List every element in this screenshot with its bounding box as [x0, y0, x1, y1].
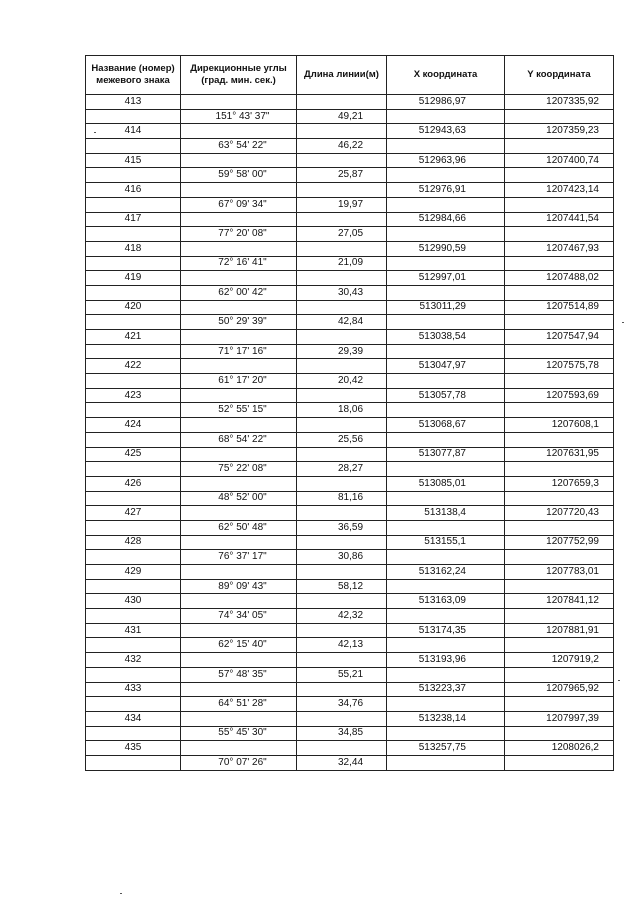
table-row-segment: [86, 667, 614, 682]
empty-cell: [387, 227, 505, 242]
x-coordinate-cell: 513068,67: [387, 418, 505, 433]
empty-cell: [86, 550, 181, 565]
table-row-segment: [86, 579, 614, 594]
header-x: X координата: [387, 56, 505, 95]
line-length-cell: 55,21: [297, 667, 387, 682]
empty-cell: [86, 697, 181, 712]
y-coordinate-cell: 1207841,12: [505, 594, 614, 609]
x-coordinate-cell: 513223,37: [387, 682, 505, 697]
empty-cell: [297, 682, 387, 697]
empty-cell: [387, 579, 505, 594]
empty-cell: [86, 462, 181, 477]
direction-angle-cell: 74° 34' 05": [181, 609, 297, 624]
empty-cell: [387, 168, 505, 183]
point-name-cell: 432: [86, 653, 181, 668]
direction-angle-cell: 151° 43' 37": [181, 109, 297, 124]
table-row-segment: [86, 638, 614, 653]
direction-angle-cell: 62° 50' 48": [181, 520, 297, 535]
empty-cell: [181, 388, 297, 403]
x-coordinate-cell: 513163,09: [387, 594, 505, 609]
empty-cell: [181, 506, 297, 521]
empty-cell: [181, 711, 297, 726]
empty-cell: [86, 344, 181, 359]
empty-cell: [505, 609, 614, 624]
empty-cell: [297, 300, 387, 315]
empty-cell: [86, 520, 181, 535]
empty-cell: [181, 153, 297, 168]
empty-cell: [86, 139, 181, 154]
y-coordinate-cell: 1207441,54: [505, 212, 614, 227]
empty-cell: [297, 330, 387, 345]
y-coordinate-cell: 1207997,39: [505, 711, 614, 726]
y-coordinate-cell: 1207919,2: [505, 653, 614, 668]
table-row-point: [86, 95, 614, 110]
direction-angle-cell: 76° 37' 17": [181, 550, 297, 565]
line-length-cell: 34,76: [297, 697, 387, 712]
point-name-cell: 429: [86, 565, 181, 580]
empty-cell: [86, 109, 181, 124]
y-coordinate-cell: 1207423,14: [505, 183, 614, 198]
point-name-cell: 422: [86, 359, 181, 374]
empty-cell: [505, 168, 614, 183]
header-name: Название (номер) межевого знака: [86, 56, 181, 95]
point-name-cell: 420: [86, 300, 181, 315]
empty-cell: [505, 638, 614, 653]
empty-cell: [387, 197, 505, 212]
direction-angle-cell: 57° 48' 35": [181, 667, 297, 682]
empty-cell: [505, 374, 614, 389]
empty-cell: [297, 153, 387, 168]
direction-angle-cell: 62° 00' 42": [181, 285, 297, 300]
empty-cell: [181, 95, 297, 110]
empty-cell: [181, 741, 297, 756]
empty-cell: [387, 256, 505, 271]
empty-cell: [387, 520, 505, 535]
empty-cell: [86, 579, 181, 594]
direction-angle-cell: 67° 09' 34": [181, 197, 297, 212]
table-row-point: [86, 271, 614, 286]
scan-speck: [622, 322, 624, 323]
point-name-cell: 424: [86, 418, 181, 433]
y-coordinate-cell: 1207659,3: [505, 476, 614, 491]
table-row-point: [86, 682, 614, 697]
empty-cell: [387, 109, 505, 124]
empty-cell: [297, 653, 387, 668]
table-row-segment: [86, 139, 614, 154]
table-row-point: [86, 741, 614, 756]
header-length: Длина линии(м): [297, 56, 387, 95]
y-coordinate-cell: 1207752,99: [505, 535, 614, 550]
direction-angle-cell: 72° 16' 41": [181, 256, 297, 271]
table-row-segment: [86, 285, 614, 300]
x-coordinate-cell: 512963,96: [387, 153, 505, 168]
table-row-segment: [86, 315, 614, 330]
empty-cell: [297, 241, 387, 256]
empty-cell: [505, 432, 614, 447]
empty-cell: [505, 520, 614, 535]
table-row-segment: [86, 609, 614, 624]
table-row-segment: [86, 462, 614, 477]
y-coordinate-cell: 1207720,43: [505, 506, 614, 521]
table-row-segment: [86, 374, 614, 389]
empty-cell: [181, 183, 297, 198]
line-length-cell: 32,44: [297, 755, 387, 770]
empty-cell: [387, 403, 505, 418]
empty-cell: [387, 462, 505, 477]
x-coordinate-cell: 513077,87: [387, 447, 505, 462]
empty-cell: [505, 344, 614, 359]
x-coordinate-cell: 512986,97: [387, 95, 505, 110]
line-length-cell: 81,16: [297, 491, 387, 506]
direction-angle-cell: 52° 55' 15": [181, 403, 297, 418]
table-row-segment: [86, 491, 614, 506]
empty-cell: [387, 139, 505, 154]
x-coordinate-cell: 512990,59: [387, 241, 505, 256]
point-name-cell: 413: [86, 95, 181, 110]
table-row-segment: [86, 197, 614, 212]
empty-cell: [505, 726, 614, 741]
empty-cell: [181, 330, 297, 345]
empty-cell: [86, 755, 181, 770]
empty-cell: [86, 432, 181, 447]
empty-cell: [505, 667, 614, 682]
empty-cell: [387, 550, 505, 565]
empty-cell: [86, 197, 181, 212]
line-length-cell: 58,12: [297, 579, 387, 594]
x-coordinate-cell: 512976,91: [387, 183, 505, 198]
point-name-cell: 418: [86, 241, 181, 256]
x-coordinate-cell: 513257,75: [387, 741, 505, 756]
empty-cell: [387, 638, 505, 653]
empty-cell: [387, 432, 505, 447]
empty-cell: [86, 726, 181, 741]
line-length-cell: 19,97: [297, 197, 387, 212]
table-row-point: [86, 506, 614, 521]
table-row-point: [86, 330, 614, 345]
table-row-point: [86, 476, 614, 491]
empty-cell: [297, 271, 387, 286]
y-coordinate-cell: 1208026,2: [505, 741, 614, 756]
line-length-cell: 25,56: [297, 432, 387, 447]
line-length-cell: 36,59: [297, 520, 387, 535]
empty-cell: [86, 403, 181, 418]
header-y: Y координата: [505, 56, 614, 95]
table-row-point: [86, 183, 614, 198]
empty-cell: [181, 271, 297, 286]
boundary-coordinates-table: [85, 55, 614, 771]
y-coordinate-cell: 1207575,78: [505, 359, 614, 374]
y-coordinate-cell: 1207631,95: [505, 447, 614, 462]
table-row-segment: [86, 109, 614, 124]
empty-cell: [505, 197, 614, 212]
y-coordinate-cell: 1207400,74: [505, 153, 614, 168]
direction-angle-cell: 71° 17' 16": [181, 344, 297, 359]
point-name-cell: 415: [86, 153, 181, 168]
line-length-cell: 42,32: [297, 609, 387, 624]
line-length-cell: 30,86: [297, 550, 387, 565]
table-row-segment: [86, 755, 614, 770]
empty-cell: [505, 579, 614, 594]
table-row-point: [86, 124, 614, 139]
point-name-cell: 431: [86, 623, 181, 638]
table-row-segment: [86, 344, 614, 359]
point-name-cell: 426: [86, 476, 181, 491]
empty-cell: [181, 535, 297, 550]
empty-cell: [505, 109, 614, 124]
empty-cell: [387, 609, 505, 624]
y-coordinate-cell: 1207488,02: [505, 271, 614, 286]
line-length-cell: 46,22: [297, 139, 387, 154]
empty-cell: [387, 726, 505, 741]
y-coordinate-cell: 1207593,69: [505, 388, 614, 403]
line-length-cell: 42,84: [297, 315, 387, 330]
point-name-cell: 430: [86, 594, 181, 609]
x-coordinate-cell: 513047,97: [387, 359, 505, 374]
x-coordinate-cell: 512984,66: [387, 212, 505, 227]
empty-cell: [297, 183, 387, 198]
direction-angle-cell: 48° 52' 00": [181, 491, 297, 506]
direction-angle-cell: 59° 58' 00": [181, 168, 297, 183]
empty-cell: [387, 697, 505, 712]
point-name-cell: 417: [86, 212, 181, 227]
empty-cell: [297, 741, 387, 756]
line-length-cell: 28,27: [297, 462, 387, 477]
empty-cell: [181, 241, 297, 256]
table-body: [86, 95, 614, 771]
empty-cell: [505, 462, 614, 477]
empty-cell: [387, 285, 505, 300]
table-row-segment: [86, 256, 614, 271]
empty-cell: [297, 124, 387, 139]
table-row-point: [86, 711, 614, 726]
table-row-segment: [86, 520, 614, 535]
empty-cell: [297, 535, 387, 550]
table-row-point: [86, 447, 614, 462]
empty-cell: [181, 359, 297, 374]
table-row-segment: [86, 550, 614, 565]
empty-cell: [505, 227, 614, 242]
empty-cell: [505, 285, 614, 300]
table-row-point: [86, 241, 614, 256]
y-coordinate-cell: 1207608,1: [505, 418, 614, 433]
direction-angle-cell: 70° 07' 26": [181, 755, 297, 770]
y-coordinate-cell: 1207514,89: [505, 300, 614, 315]
direction-angle-cell: 64° 51' 28": [181, 697, 297, 712]
empty-cell: [297, 476, 387, 491]
y-coordinate-cell: 1207467,93: [505, 241, 614, 256]
line-length-cell: 27,05: [297, 227, 387, 242]
table-row-segment: [86, 168, 614, 183]
empty-cell: [297, 418, 387, 433]
empty-cell: [297, 359, 387, 374]
scan-speck: [120, 893, 122, 894]
line-length-cell: 18,06: [297, 403, 387, 418]
empty-cell: [86, 285, 181, 300]
y-coordinate-cell: 1207965,92: [505, 682, 614, 697]
direction-angle-cell: 68° 54' 22": [181, 432, 297, 447]
point-name-cell: 427: [86, 506, 181, 521]
empty-cell: [86, 227, 181, 242]
table-row-segment: [86, 432, 614, 447]
x-coordinate-cell: 513155,1: [387, 535, 505, 550]
empty-cell: [86, 491, 181, 506]
line-length-cell: 30,43: [297, 285, 387, 300]
empty-cell: [181, 418, 297, 433]
empty-cell: [297, 95, 387, 110]
table-row-point: [86, 359, 614, 374]
x-coordinate-cell: 513138,4: [387, 506, 505, 521]
direction-angle-cell: 61° 17' 20": [181, 374, 297, 389]
empty-cell: [505, 139, 614, 154]
x-coordinate-cell: 513162,24: [387, 565, 505, 580]
table-row-point: [86, 300, 614, 315]
x-coordinate-cell: 513038,54: [387, 330, 505, 345]
empty-cell: [86, 374, 181, 389]
point-name-cell: 433: [86, 682, 181, 697]
direction-angle-cell: 75° 22' 08": [181, 462, 297, 477]
empty-cell: [297, 565, 387, 580]
x-coordinate-cell: 513085,01: [387, 476, 505, 491]
table-row-segment: [86, 726, 614, 741]
line-length-cell: 25,87: [297, 168, 387, 183]
y-coordinate-cell: 1207783,01: [505, 565, 614, 580]
empty-cell: [181, 594, 297, 609]
table-row-point: [86, 565, 614, 580]
empty-cell: [505, 550, 614, 565]
direction-angle-cell: 77° 20' 08": [181, 227, 297, 242]
y-coordinate-cell: 1207881,91: [505, 623, 614, 638]
point-name-cell: 416: [86, 183, 181, 198]
point-name-cell: 428: [86, 535, 181, 550]
point-name-cell: 421: [86, 330, 181, 345]
empty-cell: [86, 168, 181, 183]
scan-speck: [618, 680, 620, 681]
point-name-cell: 419: [86, 271, 181, 286]
empty-cell: [505, 256, 614, 271]
x-coordinate-cell: 513011,29: [387, 300, 505, 315]
line-length-cell: 49,21: [297, 109, 387, 124]
empty-cell: [86, 667, 181, 682]
empty-cell: [181, 653, 297, 668]
table-row-point: [86, 153, 614, 168]
point-name-cell: 434: [86, 711, 181, 726]
empty-cell: [387, 374, 505, 389]
empty-cell: [86, 256, 181, 271]
y-coordinate-cell: 1207547,94: [505, 330, 614, 345]
x-coordinate-cell: 513057,78: [387, 388, 505, 403]
table-row-point: [86, 535, 614, 550]
empty-cell: [297, 623, 387, 638]
table-row-point: [86, 212, 614, 227]
y-coordinate-cell: 1207359,23: [505, 124, 614, 139]
direction-angle-cell: 63° 54' 22": [181, 139, 297, 154]
empty-cell: [297, 711, 387, 726]
empty-cell: [86, 315, 181, 330]
header-angle: Дирекционные углы (град. мин. сек.): [181, 56, 297, 95]
line-length-cell: 20,42: [297, 374, 387, 389]
line-length-cell: 29,39: [297, 344, 387, 359]
direction-angle-cell: 55° 45' 30": [181, 726, 297, 741]
empty-cell: [297, 594, 387, 609]
empty-cell: [505, 755, 614, 770]
empty-cell: [387, 667, 505, 682]
empty-cell: [181, 124, 297, 139]
empty-cell: [181, 212, 297, 227]
x-coordinate-cell: 513193,96: [387, 653, 505, 668]
table-row-segment: [86, 403, 614, 418]
empty-cell: [387, 344, 505, 359]
empty-cell: [86, 609, 181, 624]
empty-cell: [86, 638, 181, 653]
table-row-point: [86, 418, 614, 433]
table-row-segment: [86, 697, 614, 712]
empty-cell: [297, 388, 387, 403]
table-row-point: [86, 653, 614, 668]
table-row-point: [86, 594, 614, 609]
line-length-cell: 21,09: [297, 256, 387, 271]
empty-cell: [505, 315, 614, 330]
y-coordinate-cell: 1207335,92: [505, 95, 614, 110]
empty-cell: [181, 623, 297, 638]
x-coordinate-cell: 513174,35: [387, 623, 505, 638]
direction-angle-cell: 50° 29' 39": [181, 315, 297, 330]
direction-angle-cell: 62° 15' 40": [181, 638, 297, 653]
line-length-cell: 34,85: [297, 726, 387, 741]
empty-cell: [505, 403, 614, 418]
empty-cell: [297, 447, 387, 462]
empty-cell: [297, 212, 387, 227]
table-row-point: [86, 623, 614, 638]
empty-cell: [181, 447, 297, 462]
empty-cell: [387, 315, 505, 330]
point-name-cell: 423: [86, 388, 181, 403]
x-coordinate-cell: 512997,01: [387, 271, 505, 286]
empty-cell: [181, 300, 297, 315]
empty-cell: [181, 682, 297, 697]
point-name-cell: 425: [86, 447, 181, 462]
empty-cell: [387, 755, 505, 770]
empty-cell: [181, 565, 297, 580]
direction-angle-cell: 89° 09' 43": [181, 579, 297, 594]
table-row-segment: [86, 227, 614, 242]
empty-cell: [505, 697, 614, 712]
empty-cell: [387, 491, 505, 506]
x-coordinate-cell: 513238,14: [387, 711, 505, 726]
empty-cell: [181, 476, 297, 491]
x-coordinate-cell: 512943,63: [387, 124, 505, 139]
table-header-row: [86, 56, 614, 95]
empty-cell: [505, 491, 614, 506]
table-row-point: [86, 388, 614, 403]
scan-speck: [94, 132, 96, 133]
point-name-cell: 414: [86, 124, 181, 139]
line-length-cell: 42,13: [297, 638, 387, 653]
point-name-cell: 435: [86, 741, 181, 756]
empty-cell: [297, 506, 387, 521]
